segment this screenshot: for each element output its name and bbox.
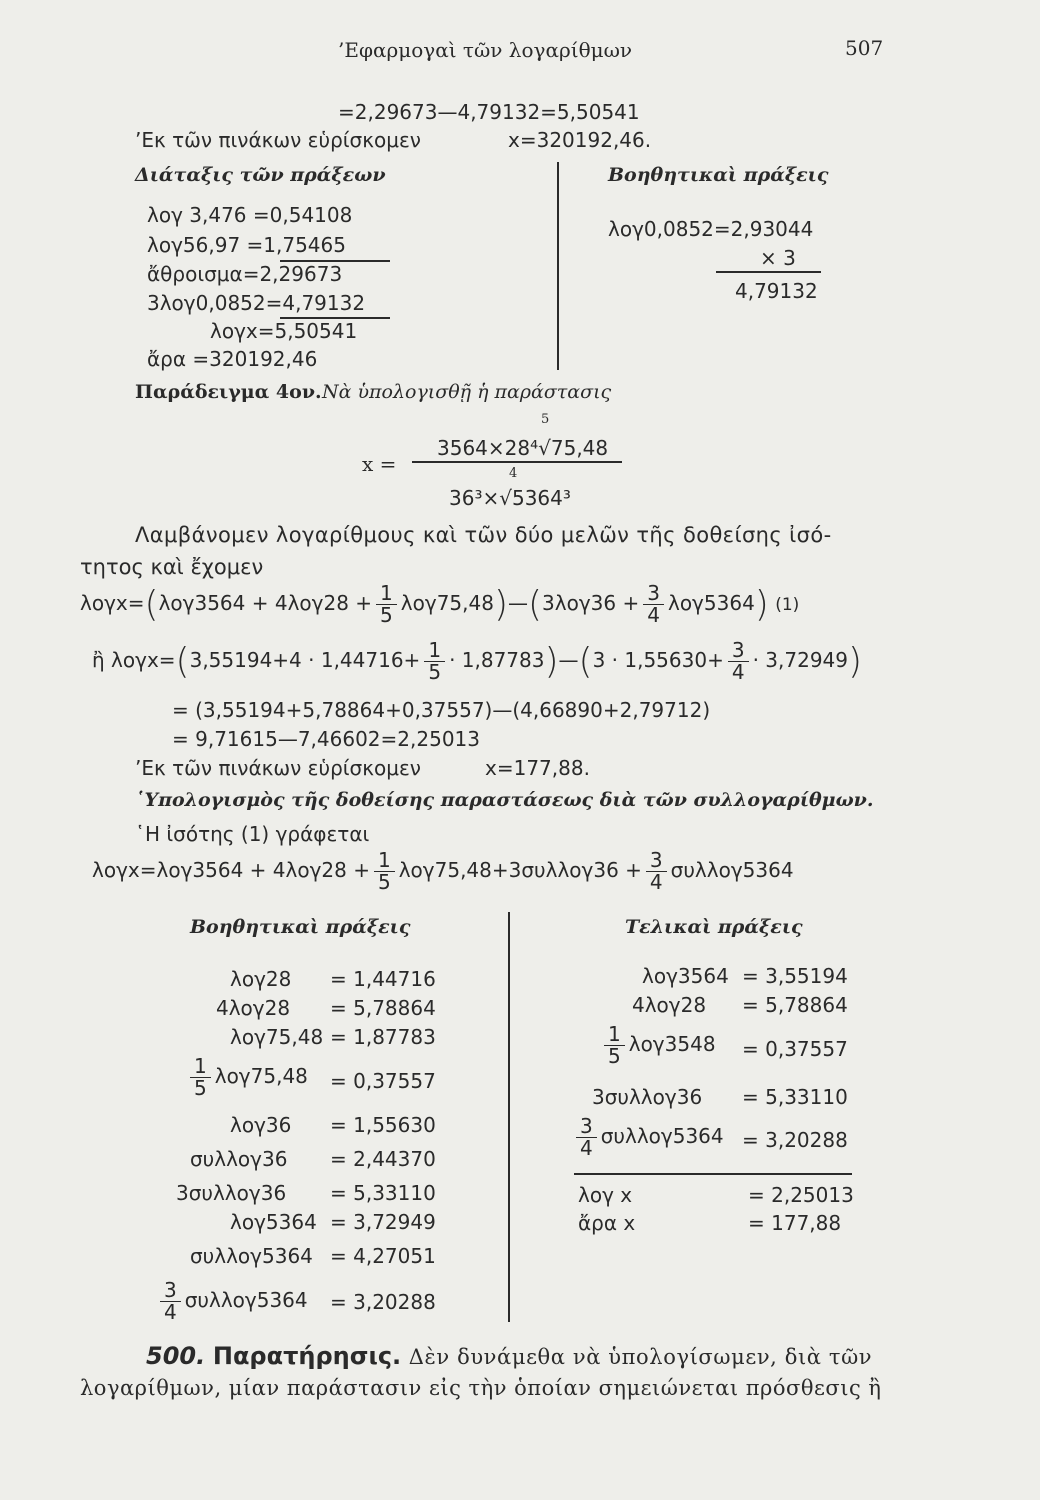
- aux-value: = 3,72949: [330, 1210, 436, 1234]
- aux-label: 3συλλογ36: [176, 1181, 287, 1205]
- equation-5: λογx=λογ3564 + 4λογ28 + $\frac{1}{5}$ λογ75,48+3συλλογ36 + $\frac{3}{4}$ συλλογ5364: [92, 848, 794, 894]
- layout-row: ἄρα =320192,46: [147, 347, 318, 371]
- aux-row: λογ0,0852=2,93044: [608, 217, 814, 241]
- aux-label: λογ5364: [230, 1210, 317, 1234]
- final-fraction-row: $\frac{1}{5}$ λογ3548: [604, 1024, 716, 1067]
- aux-value: = 1,55630: [330, 1113, 436, 1137]
- denominator: 36³×√5364³: [449, 486, 571, 510]
- aux-value: = 1,87783: [330, 1025, 436, 1049]
- top-equation: =2,29673—4,79132=5,50541: [338, 100, 640, 124]
- aux-value: = 5,78864: [330, 996, 436, 1020]
- remark-line-2: λογαρίθμων, μίαν παράστασιν εἰς τὴν ὁποίαν σημειώνεται πρόσθεσις ἢ: [80, 1376, 882, 1400]
- root-index: 4: [509, 466, 518, 481]
- equation-2: ἢ λογx=(3,55194+4 · 1,44716+ $\frac{1}{5}$ · 1,87783)—(3 · 1,55630+ $\frac{3}{4}$ · 3,72949): [92, 638, 863, 684]
- aux-heading-top: Βοηθητικαὶ πράξεις: [608, 164, 829, 186]
- final-value: = 3,55194: [742, 964, 848, 988]
- final-fraction-row: $\frac{3}{4}$ συλλογ5364: [576, 1116, 724, 1159]
- section-heading: ῾Υπολογισμὸς τῆς δοθείσης παραστάσεως διὰ τῶν συλλογαρίθμων.: [135, 789, 874, 811]
- final-label: λογ3564: [642, 964, 729, 988]
- aux-value: = 4,27051: [330, 1244, 436, 1268]
- aux-fraction-row: $\frac{3}{4}$ συλλογ5364: [160, 1280, 308, 1323]
- final-label: 3συλλογ36: [592, 1085, 703, 1109]
- column-divider-bottom: [508, 912, 510, 1322]
- layout-row: 3λογ0,0852=4,79132: [147, 291, 366, 315]
- equation-3: = (3,55194+5,78864+0,37557)—(4,66890+2,79712): [172, 698, 711, 722]
- final-value: = 0,37557: [742, 1037, 848, 1061]
- aux-label: λογ36: [230, 1113, 292, 1137]
- final-label: 4λογ28: [632, 993, 707, 1017]
- layout-heading: Διάταξις τῶν πράξεων: [135, 164, 386, 186]
- aux-fraction-row: $\frac{1}{5}$ λογ75,48: [190, 1056, 308, 1099]
- aux-row: 4,79132: [735, 279, 818, 303]
- layout-row: ἄθροισμα=2,29673: [147, 262, 343, 286]
- example-text: Νὰ ὑπολογισθῇ ἡ παράστασις: [322, 381, 612, 403]
- final-result-value: = 177,88: [748, 1211, 842, 1235]
- fraction-bar: [412, 461, 622, 463]
- aux-label: λογ28: [230, 967, 292, 991]
- equation-1: λογx=(λογ3564 + 4λογ28 + $\frac{1}{5}$ λογ75,48)—(3λογ36 + $\frac{3}{4}$ λογ5364) (1): [80, 581, 800, 627]
- aux-value: = 1,44716: [330, 967, 436, 991]
- aux-value: = 0,37557: [330, 1069, 436, 1093]
- final-sum-value: = 2,25013: [748, 1183, 854, 1207]
- example-label: Παράδειγμα 4ον.: [135, 381, 322, 403]
- root-index: 5: [541, 412, 550, 427]
- final-value: = 3,20288: [742, 1128, 848, 1152]
- page-number: 507: [845, 36, 884, 60]
- aux-heading: Βοηθητικαὶ πράξεις: [190, 916, 411, 938]
- aux-value: = 2,44370: [330, 1147, 436, 1171]
- final-sum-label: λογ x: [578, 1183, 633, 1207]
- final-heading: Τελικαὶ πράξεις: [625, 916, 803, 938]
- aux-label: 4λογ28: [216, 996, 291, 1020]
- remark-line-1: 500. Παρατήρησις. Δὲν δυνάμεθα νὰ ὑπολογίσωμεν, διὰ τῶν: [146, 1342, 873, 1370]
- layout-row: λογ 3,476 =0,54108: [147, 203, 353, 227]
- aux-row: × 3: [760, 246, 796, 270]
- aux-value: = 3,20288: [330, 1290, 436, 1314]
- isotis-text: ῾Η ἰσότης (1) γράφεται: [135, 822, 370, 846]
- aux-label: συλλογ5364: [190, 1244, 313, 1268]
- mult-rule: [716, 271, 821, 273]
- final-value: = 5,78864: [742, 993, 848, 1017]
- paragraph-line: Λαμβάνομεν λογαρίθμους καὶ τῶν δύο μελῶν τῆς δοθείσης ἰσό-: [135, 523, 832, 547]
- final-result-label: ἄρα x: [578, 1211, 636, 1235]
- column-divider: [557, 162, 559, 370]
- find-value: x=320192,46.: [508, 128, 652, 152]
- aux-label: συλλογ36: [190, 1147, 288, 1171]
- equation-4: = 9,71615—7,46602=2,25013: [172, 727, 480, 751]
- paragraph-line: τητος καὶ ἔχομεν: [80, 555, 264, 579]
- layout-row: λογ56,97 =1,75465: [147, 233, 346, 257]
- layout-row: λογx=5,50541: [210, 319, 358, 343]
- find-text: ’Εκ τῶν πινάκων εὑρίσκομεν: [135, 128, 421, 152]
- aux-value: = 5,33110: [330, 1181, 436, 1205]
- final-value: = 5,33110: [742, 1085, 848, 1109]
- x-equals: x =: [362, 452, 397, 476]
- find-text-2: ’Εκ τῶν πινάκων εὑρίσκομεν: [135, 756, 421, 780]
- aux-label: λογ75,48: [230, 1025, 324, 1049]
- numerator: 3564×28⁴√75,48: [437, 436, 609, 460]
- find-value-2: x=177,88.: [485, 756, 590, 780]
- running-head: ’Εφαρμογαὶ τῶν λογαρίθμων: [338, 38, 633, 62]
- final-sum-rule: [574, 1173, 852, 1175]
